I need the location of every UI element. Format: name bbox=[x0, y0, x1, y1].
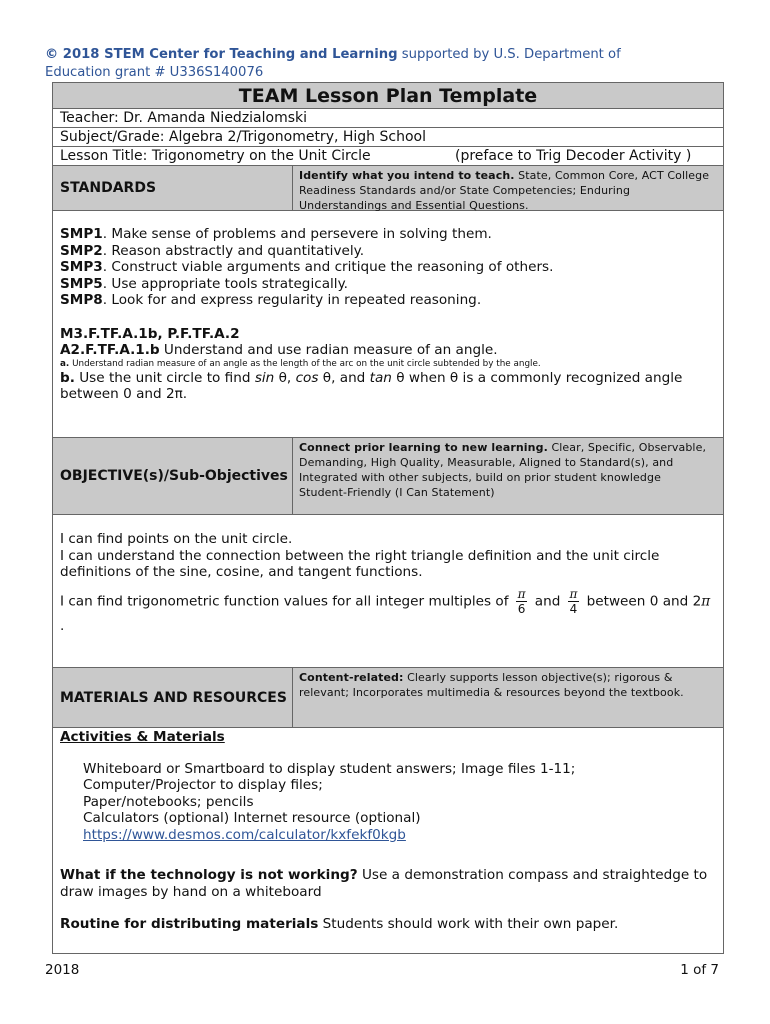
objective-end: . bbox=[60, 617, 65, 634]
copyright-header bbox=[45, 46, 685, 82]
standard-codes: M3.F.TF.A.1b, P.F.TF.A.2 bbox=[60, 325, 240, 342]
objectives-label: OBJECTIVE(s)/Sub-Objectives bbox=[53, 438, 293, 514]
material-item: Paper/notebooks; pencils bbox=[83, 793, 254, 810]
objective-item: I can understand the connection between the right triangle definition and the unit circle definitions of the sine, cosine, and tangent functions. bbox=[60, 547, 660, 580]
objectives-body bbox=[53, 515, 723, 668]
standards-hint: Identify what you intend to teach. State, Common Core, ACT College Readiness Standards and/or State Competencies; Enduring Understandings and Essential Questions. bbox=[299, 169, 710, 212]
material-item: Whiteboard or Smartboard to display student answers; Image files 1-11; bbox=[83, 760, 576, 777]
lesson-plan-table bbox=[52, 82, 724, 954]
standards-label: STANDARDS bbox=[53, 166, 293, 210]
objective-trig: I can find trigonometric function values for all integer multiples of $\frac{\pi}{6}$ and $\frac{\pi}{4}$ between 0 and 2π bbox=[60, 586, 711, 616]
standard-b: b. Use the unit circle to find sin θ, cos θ, and tan θ when θ is a commonly recognized angle between 0 and 2π. bbox=[60, 369, 683, 402]
routine-materials: Routine for distributing materials Students should work with their own paper. bbox=[60, 916, 619, 932]
standards-body bbox=[53, 211, 723, 438]
smp-item: SMP5. Use appropriate tools strategically. bbox=[60, 275, 349, 292]
lesson-title: Lesson Title: Trigonometry on the Unit Circle bbox=[60, 148, 371, 164]
lesson-note: (preface to Trig Decoder Activity ) bbox=[455, 148, 692, 164]
materials-label: MATERIALS AND RESOURCES bbox=[53, 668, 293, 727]
activities-heading: Activities & Materials bbox=[60, 729, 225, 745]
objectives-header bbox=[53, 438, 723, 515]
smp-item: SMP2. Reason abstractly and quantitatively. bbox=[60, 242, 365, 259]
support-text: supported by U.S. Department of Education grant # U336S140076 bbox=[45, 47, 621, 80]
objectives-hint: Connect prior learning to new learning. Clear, Specific, Observable, Demanding, High Quality, Measurable, Aligned to Standard(s), and Integrated with other subjects, build on prior student knowledge Student-Friendly (I Can Statement) bbox=[299, 441, 707, 499]
materials-hint: Content-related: Clearly supports lesson objective(s); rigorous & relevant; Incorporates multimedia & resources beyond the textbook. bbox=[299, 671, 684, 699]
footer-page-number: 1 of 7 bbox=[680, 962, 719, 978]
teacher-line: Teacher: Dr. Amanda Niedzialomski bbox=[53, 109, 723, 128]
materials-body bbox=[53, 728, 723, 954]
desmos-link[interactable]: https://www.desmos.com/calculator/kxfekf0kgb bbox=[83, 826, 406, 843]
copyright-text: © 2018 STEM Center for Teaching and Learning bbox=[45, 47, 398, 62]
subject-grade-line: Subject/Grade: Algebra 2/Trigonometry, High School bbox=[53, 128, 723, 147]
objective-item: I can find points on the unit circle. bbox=[60, 531, 293, 547]
standards-header bbox=[53, 166, 723, 211]
materials-header bbox=[53, 668, 723, 728]
material-item: Calculators (optional) Internet resource (optional) bbox=[83, 810, 421, 826]
tech-fallback: What if the technology is not working? Use a demonstration compass and straightedge to draw images by hand on a whiteboard bbox=[60, 867, 708, 900]
page-title: TEAM Lesson Plan Template bbox=[53, 83, 723, 109]
standard-a: a. Understand radian measure of an angle as the length of the arc on the unit circle subtended by the angle. bbox=[60, 358, 541, 369]
fraction-pi-4: $\frac{\pi}{4}$ bbox=[569, 586, 578, 616]
smp-item: SMP3. Construct viable arguments and critique the reasoning of others. bbox=[60, 259, 554, 275]
lesson-title-line bbox=[53, 147, 723, 166]
standard-a2: A2.F.TF.A.1.b Understand and use radian measure of an angle. bbox=[60, 342, 498, 358]
material-item: Computer/Projector to display files; bbox=[83, 777, 323, 793]
smp-item: SMP1. Make sense of problems and persevere in solving them. bbox=[60, 226, 492, 242]
materials-list bbox=[60, 761, 716, 844]
smp-item: SMP8. Look for and express regularity in repeated reasoning. bbox=[60, 292, 482, 308]
footer-year: 2018 bbox=[45, 962, 80, 978]
fraction-pi-6: $\frac{\pi}{6}$ bbox=[517, 586, 526, 616]
